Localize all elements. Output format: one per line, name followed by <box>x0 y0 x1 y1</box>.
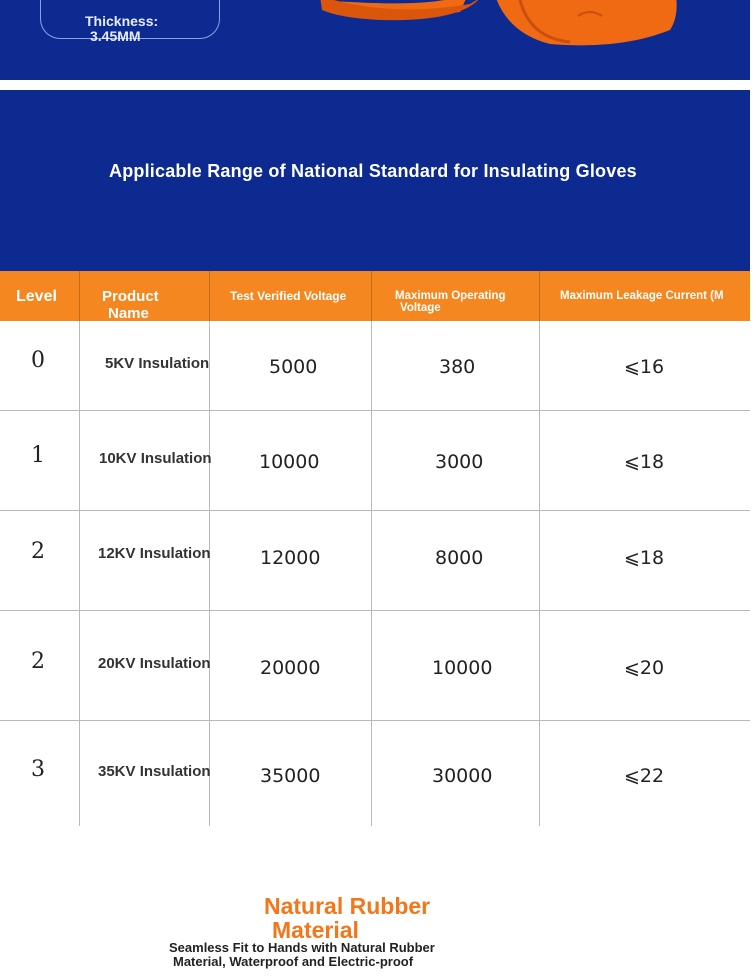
cell-leakage: ⩽18 <box>624 547 665 569</box>
header-divider <box>371 271 372 321</box>
cell-max-voltage: 8000 <box>435 547 484 569</box>
cell-product: 5KV Insulation <box>105 355 210 372</box>
feature-desc-line2: Material, Waterproof and Electric-proof <box>173 954 414 969</box>
header-divider <box>79 271 80 321</box>
row-divider <box>0 410 750 411</box>
cell-leakage: ⩽20 <box>624 657 665 679</box>
cell-level: 1 <box>31 443 45 468</box>
cell-product: 20KV Insulation <box>98 655 211 672</box>
cell-max-voltage: 30000 <box>432 765 493 787</box>
header-max-voltage-line1: Maximum Operating <box>395 290 506 302</box>
row-divider <box>0 720 750 721</box>
row-divider <box>0 510 750 511</box>
glove-image <box>320 0 680 46</box>
cell-test-voltage: 12000 <box>260 547 321 569</box>
column-divider <box>209 321 210 826</box>
header-divider <box>209 271 210 321</box>
cell-max-voltage: 3000 <box>435 451 484 473</box>
column-divider <box>371 321 372 826</box>
feature-description <box>169 941 499 969</box>
cell-leakage: ⩽22 <box>624 765 665 787</box>
cell-leakage: ⩽18 <box>624 451 665 473</box>
row-divider <box>0 610 750 611</box>
feature-title-line2: Material <box>272 917 359 943</box>
column-divider <box>539 321 540 826</box>
cell-level: 0 <box>31 348 45 373</box>
cell-product: 12KV Insulation <box>98 545 211 562</box>
cell-test-voltage: 5000 <box>269 356 318 378</box>
section-title: Applicable Range of National Standard for Insulating Gloves <box>109 161 637 181</box>
thickness-label: Thickness: <box>85 13 159 29</box>
feature-desc-line1: Seamless Fit to Hands with Natural Rubber <box>169 940 435 955</box>
cell-leakage: ⩽16 <box>624 356 665 378</box>
cell-product: 10KV Insulation <box>99 450 212 467</box>
table-header <box>0 271 750 321</box>
feature-title-line1: Natural Rubber <box>264 893 431 919</box>
header-leakage-current: Maximum Leakage Current (M <box>560 290 724 302</box>
header-max-voltage-line2: Voltage <box>400 302 441 314</box>
cell-test-voltage: 10000 <box>259 451 320 473</box>
header-test-voltage: Test Verified Voltage <box>230 289 347 303</box>
cell-level: 3 <box>31 757 45 782</box>
header-divider <box>539 271 540 321</box>
band-separator <box>0 80 753 90</box>
column-divider <box>79 321 80 826</box>
thickness-value: 3.45MM <box>90 28 141 44</box>
cell-level: 2 <box>31 649 45 674</box>
cell-test-voltage: 35000 <box>260 765 321 787</box>
hero-banner <box>0 0 750 80</box>
header-product-line1: Product <box>102 288 159 305</box>
cell-test-voltage: 20000 <box>260 657 321 679</box>
cell-max-voltage: 380 <box>439 356 476 378</box>
header-level: Level <box>16 288 57 305</box>
thickness-badge <box>40 0 220 44</box>
cell-level: 2 <box>31 539 45 564</box>
cell-product: 35KV Insulation <box>98 763 211 780</box>
feature-title <box>264 894 494 942</box>
header-product-line2: Name <box>108 305 149 321</box>
cell-max-voltage: 10000 <box>432 657 493 679</box>
